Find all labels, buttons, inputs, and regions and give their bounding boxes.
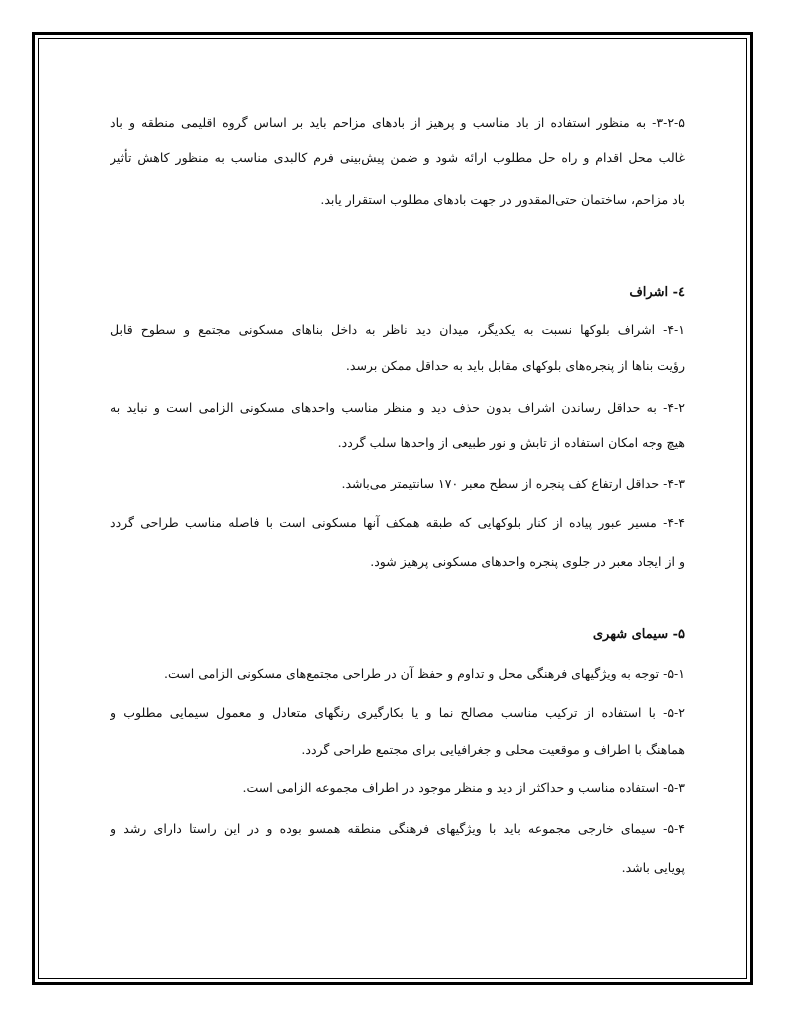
paragraph-line: ۵-۴- سیمای خارجی مجموعه باید با ویژگیهای فرهنگی منطقه همسو بوده و در این راستا دارای رشد و: [110, 821, 685, 836]
paragraph-line: ۴-۳- حداقل ارتفاع کف پنجره از سطح معبر ۱۷۰ سانتیمتر می‌باشد.: [341, 476, 685, 491]
paragraph-line: ۴-۴- مسیر عبور پیاده از کنار بلوکهایی که طبقه همکف آنها مسکونی است با فاصله مناسب طراحی گردد: [110, 515, 685, 530]
section-heading: ۵- سیمای شهری: [592, 627, 685, 642]
paragraph-line: باد مزاحم، ساختمان حتی‌المقدور در جهت بادهای مطلوب استقرار یابد.: [320, 192, 685, 207]
paragraph-line: ۵-۱- توجه به ویژگیهای فرهنگی محل و تداوم و حفظ آن در طراحی مجتمع‌های مسکونی الزامی است.: [164, 666, 685, 681]
paragraph-line: ۵-۳- استفاده مناسب و حداکثر از دید و منظر موجود در اطراف مجموعه الزامی است.: [242, 780, 685, 795]
paragraph-line: پویایی باشد.: [621, 860, 685, 875]
paragraph-line: ۴-۱- اشراف بلوکها نسبت به یکدیگر، میدان دید ناظر به داخل بناهای مسکونی مجتمع و سطوح قابل: [110, 322, 685, 337]
paragraph-line: ۴-۲- به حداقل رساندن اشراف بدون حذف دید و منظر مناسب واحدهای مسکونی الزامی است و نباید به: [110, 400, 685, 415]
paragraph-line: و از ایجاد معبر در جلوی پنجره واحدهای مسکونی پرهیز شود.: [370, 554, 685, 569]
section-heading: ٤- اشراف: [629, 285, 685, 300]
document-body: [110, 0, 685, 1024]
paragraph-line: غالب محل اقدام و راه حل مطلوب ارائه شود و ضمن پیش‌بینی فرم کالبدی مناسب به منظور کاهش تأثیر: [110, 150, 685, 165]
paragraph-line: ۳-۲-۵- به منظور استفاده از باد مناسب و پرهیز از بادهای مزاحم باید بر اساس گروه اقلیمی منطقه و باد: [110, 115, 685, 130]
paragraph-line: هماهنگ با اطراف و موقعیت محلی و جغرافیایی برای مجتمع طراحی گردد.: [301, 742, 685, 757]
paragraph-line: هیچ وجه امکان استفاده از تابش و نور طبیعی از واحدها سلب گردد.: [337, 435, 685, 450]
paragraph-line: ۵-۲- با استفاده از ترکیب مناسب مصالح نما و یا بکارگیری رنگهای متعادل و معمول سیمایی مطلوب و: [110, 705, 685, 720]
paragraph-line: رؤیت بناها از پنجره‌های بلوکهای مقابل باید به حداقل ممکن برسد.: [345, 358, 685, 373]
